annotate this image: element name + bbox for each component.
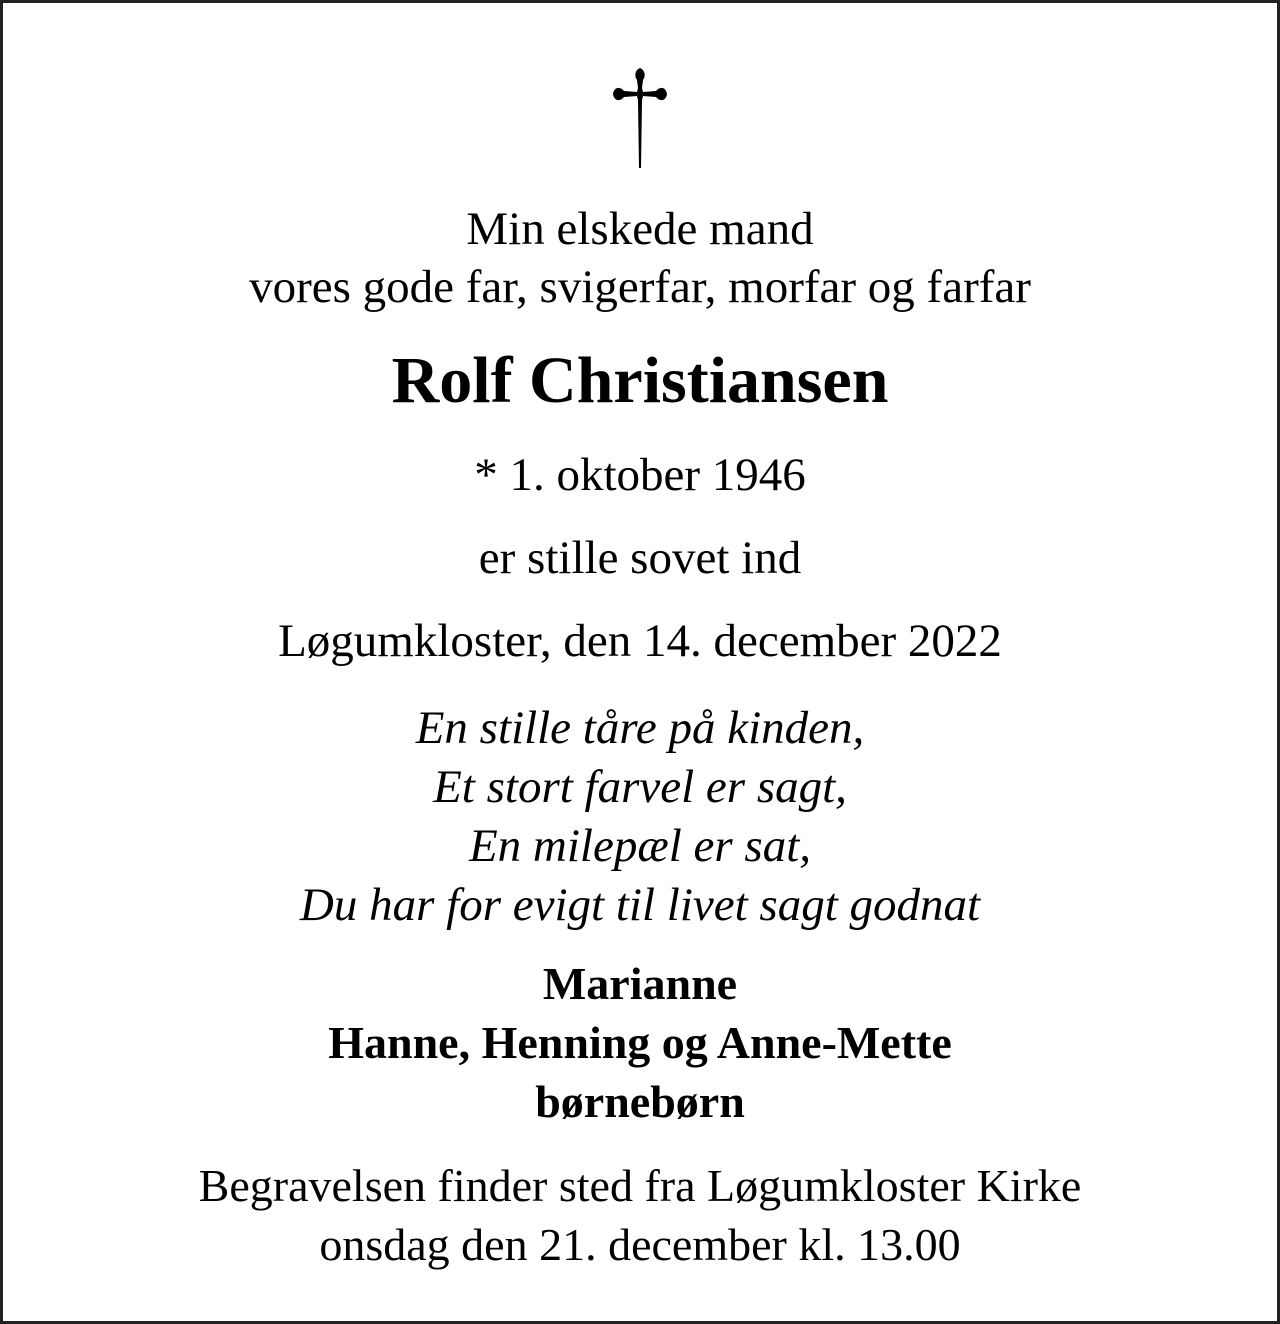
family-line-2: Hanne, Henning og Anne-Mette	[328, 1017, 952, 1068]
deceased-name: Rolf Christiansen	[391, 344, 889, 417]
family-line-1: Marianne	[542, 958, 738, 1009]
funeral-line-2: onsdag den 21. december kl. 13.00	[319, 1219, 961, 1270]
family-line-3: børnebørn	[535, 1076, 745, 1127]
verse-line-3: En milepæl er sat,	[468, 820, 812, 872]
verse-line-1: En stille tåre på kinden,	[415, 702, 865, 754]
cross-icon	[610, 66, 670, 170]
intro-line-2: vores gode far, svigerfar, morfar og farfar	[249, 261, 1031, 313]
place-and-date: Løgumkloster, den 14. december 2022	[278, 615, 1002, 667]
passed-text: er stille sovet ind	[478, 532, 802, 584]
verse-line-2: Et stort farvel er sagt,	[433, 761, 847, 813]
intro-line-1: Min elskede mand	[466, 203, 814, 255]
verse-line-4: Du har for evigt til livet sagt godnat	[299, 879, 981, 931]
funeral-line-1: Begravelsen finder sted fra Løgumkloster Kirke	[198, 1160, 1082, 1211]
birth-date: * 1. oktober 1946	[474, 449, 806, 501]
